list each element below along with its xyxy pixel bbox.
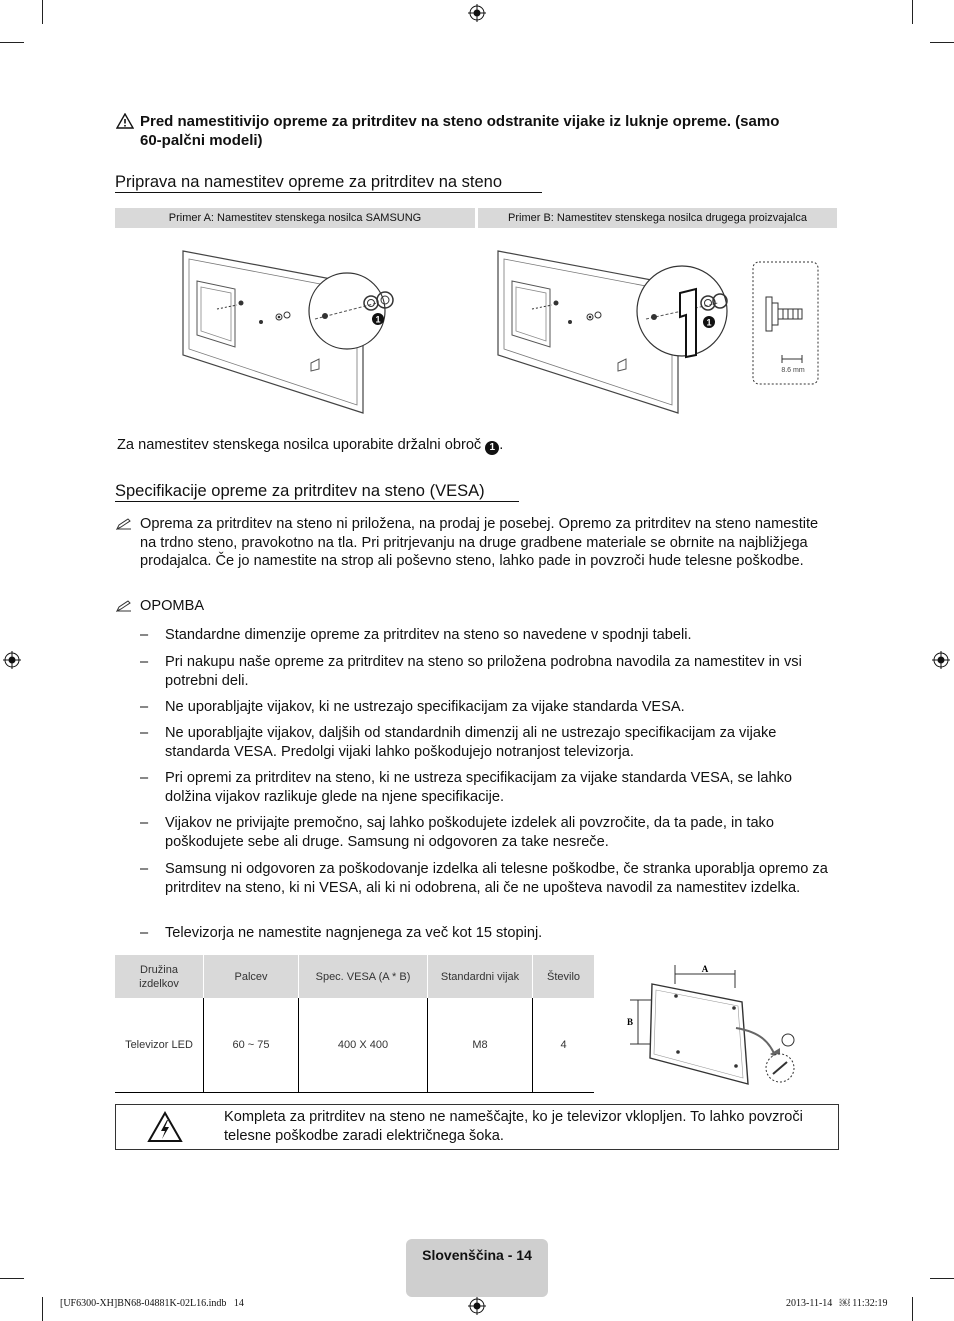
page-number-badge: Slovenščina - 14 [406, 1239, 548, 1297]
electric-warning-icon [147, 1111, 183, 1143]
table-cell: 400 X 400 [299, 998, 428, 1093]
section-title-vesa: Specifikacije opreme za pritrditev na steno (VESA) [115, 482, 485, 500]
warning-triangle-icon [116, 113, 134, 129]
footer-timestamp: 2013-11-14 ￼ 11:32:19 [786, 1298, 888, 1309]
mounting-instruction-end: . [499, 437, 504, 453]
crop-mark [42, 0, 43, 24]
table-header: Družina izdelkov [115, 955, 204, 998]
note-pencil-icon [116, 518, 132, 530]
dimension-label: 8.6 mm [781, 367, 805, 374]
dimension-a-label: A [701, 964, 709, 974]
crop-mark [42, 1297, 43, 1321]
table-header: Standardni vijak [428, 955, 533, 998]
table-header: Število [533, 955, 595, 998]
electric-shock-warning [115, 1104, 839, 1150]
section-title-prep: Priprava na namestitev opreme za pritrditev na steno [115, 173, 503, 191]
electric-warning-text: Kompleta za pritrditev na steno ne nameščajte, ko je televizor vklopljen. To lahko povzroči telesne poškodbe zaradi električnega šoka. [224, 1109, 803, 1144]
warning-text-line1: Pred namestitivijo opreme za pritrditev na steno odstranite vijake iz luknje opreme. (samo [140, 113, 780, 130]
dimension-b-label: B [626, 1017, 634, 1027]
footer-file-info: [UF6300-XH]BN68-04881K-02L16.indb 14 [60, 1298, 244, 1309]
table-cell: M8 [428, 998, 533, 1093]
mounting-instruction-text: Za namestitev stenskega nosilca uporabite držalni obroč [117, 437, 482, 453]
example-a-caption: Primer A: Namestitev stenskega nosilca SAMSUNG [115, 208, 475, 228]
crop-mark [912, 1297, 913, 1321]
warning-text-line2: 60-palčni modeli) [140, 132, 263, 149]
table-cell: 4 [533, 998, 595, 1093]
crop-mark [930, 42, 954, 43]
table-header-row [115, 955, 594, 998]
table-row [115, 998, 594, 1093]
mounting-instruction [117, 436, 503, 455]
vesa-dimension-diagram [620, 962, 820, 1092]
section-title-underline [115, 501, 519, 502]
crop-mark [930, 1278, 954, 1279]
callout-number-a: 1 [375, 314, 381, 325]
crop-mark [912, 0, 913, 24]
table-cell: Televizor LED [115, 998, 204, 1093]
registration-mark-icon [932, 651, 950, 669]
table-header: Spec. VESA (A * B) [299, 955, 428, 998]
crop-mark [0, 42, 24, 43]
callout-circle: 1 [485, 441, 499, 455]
note-label: OPOMBA [140, 598, 205, 614]
table-header: Palcev [204, 955, 299, 998]
tv-back-illustration-b [490, 245, 830, 415]
note-paragraph: Oprema za pritrditev na steno ni priložena, na prodaj je posebej. Opremo za pritrditev na steno namestite na trdno steno, pravokotno na tla. Pri pritrjevanju na druge gradbene materiale se obrnite na najbližjega prodajalca. Če jo namestite na strop ali poševno steno, lahko pade in povzroči hude telesne poškodbe. [140, 516, 819, 569]
callout-number-b: 1 [706, 317, 712, 328]
vesa-spec-table [115, 955, 594, 1093]
registration-mark-icon [3, 651, 21, 669]
note-pencil-icon [116, 600, 132, 612]
registration-mark-icon [468, 4, 486, 22]
tv-back-illustration-a [175, 245, 425, 415]
example-b-caption: Primer B: Namestitev stenskega nosilca drugega proizvajalca [478, 208, 837, 228]
registration-mark-icon [468, 1297, 486, 1315]
crop-mark [0, 1278, 24, 1279]
table-cell: 60 ~ 75 [204, 998, 299, 1093]
section-title-underline [115, 192, 542, 193]
